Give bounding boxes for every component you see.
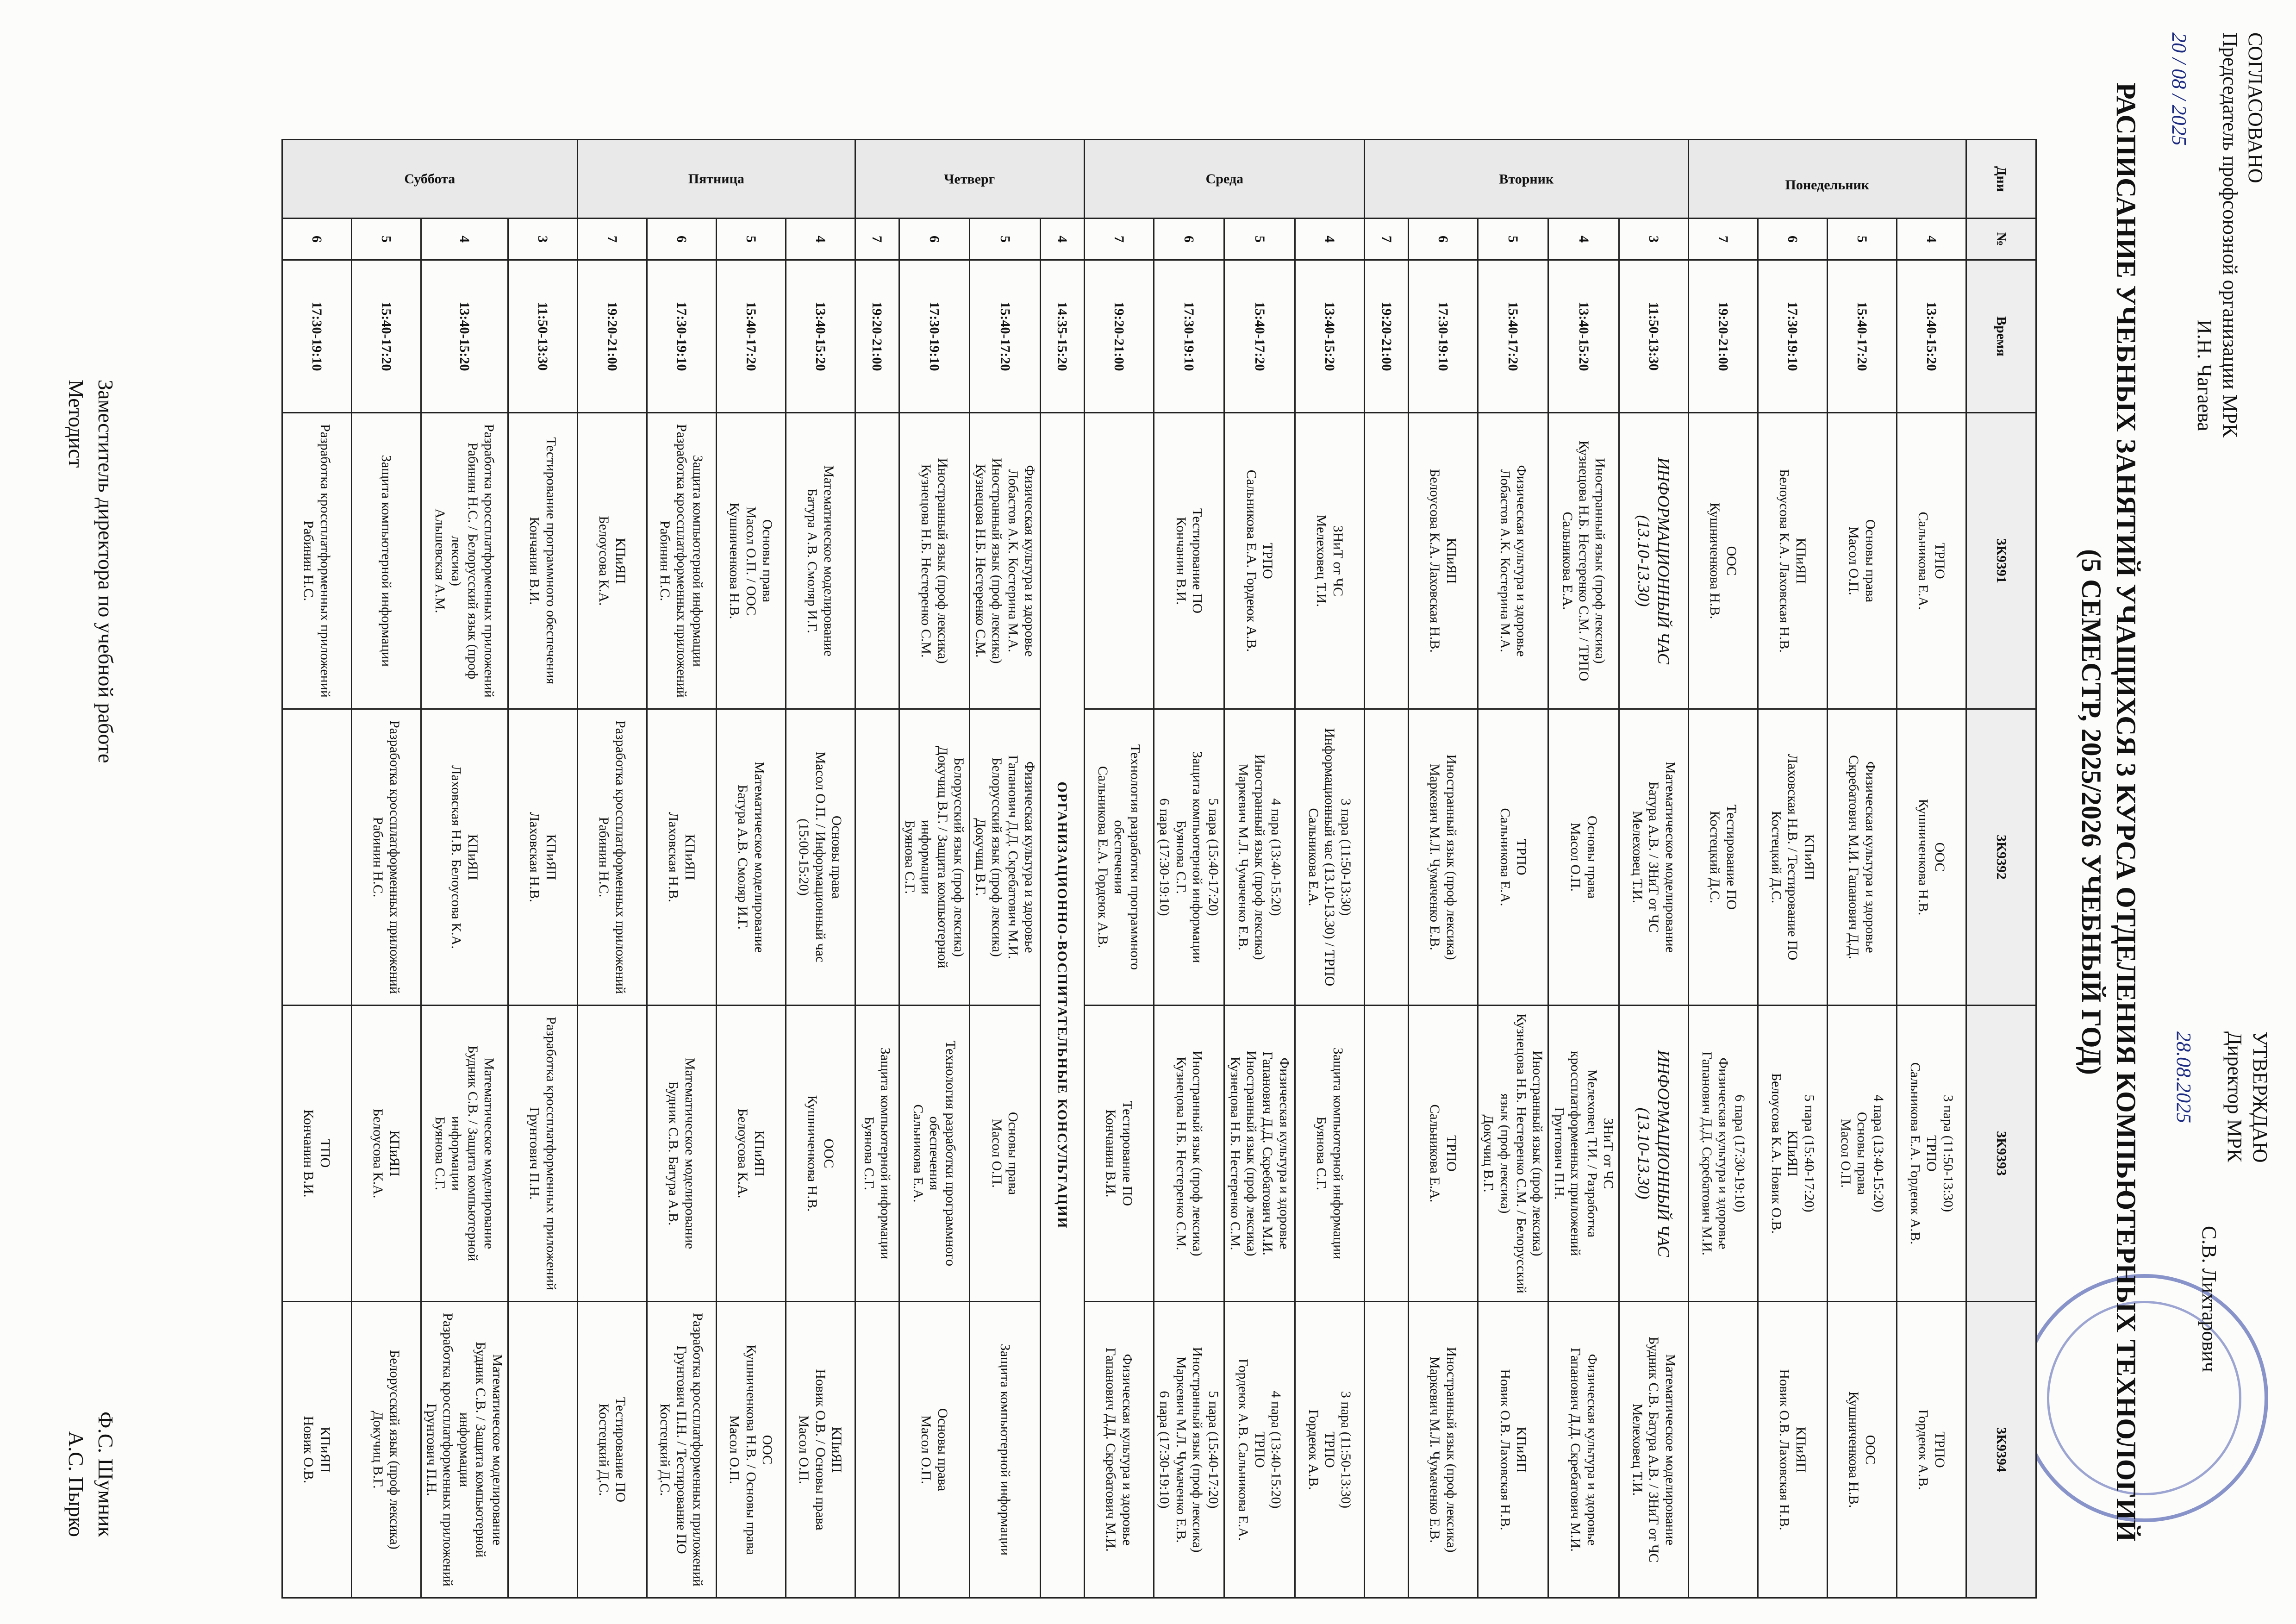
lesson-cell: Основы права Масол О.П. <box>1548 709 1619 1006</box>
table-row <box>1364 140 1408 1598</box>
table-row <box>1295 140 1364 1598</box>
lesson-number: 7 <box>855 219 899 260</box>
table-row <box>1758 140 1828 1598</box>
group-header: 3К9394 <box>1966 1302 2036 1598</box>
col-header-time: Время <box>1966 260 2036 413</box>
lesson-cell <box>1364 709 1408 1006</box>
table-row <box>855 140 899 1598</box>
lesson-cell <box>1364 1006 1408 1302</box>
lesson-time: 17:30-19:10 <box>1154 260 1224 413</box>
table-row <box>1548 140 1619 1598</box>
lesson-cell: Тестирование программного обеспечения Кончанин В.И. <box>508 413 577 709</box>
lesson-cell: КПиЯП Белоусова К.А. Лаховская Н.В. <box>1408 413 1478 709</box>
lesson-time: 19:20-21:00 <box>1364 260 1408 413</box>
lesson-number: 4 <box>1897 219 1966 260</box>
lesson-time: 15:40-17:20 <box>970 260 1041 413</box>
lesson-cell: ТПО Кончанин В.И. <box>282 1006 351 1302</box>
lesson-cell: Основы права Масол О.П. <box>1828 413 1897 709</box>
lesson-time: 19:20-21:00 <box>855 260 899 413</box>
lesson-cell: 4 пара (13:40-15:20) Иностранный язык (проф лексика) Маркевич М.Л. Чумаченко Е.В. <box>1224 709 1295 1006</box>
lesson-cell: 6 пара (17:30-19:10) Физическая культура и здоровье Гапанович Д.Д. Скребатович М.И. <box>1689 1006 1758 1302</box>
lesson-time: 15:40-17:20 <box>351 260 421 413</box>
lesson-cell: Белорусский язык (проф лексика) Докучиц В.Г. <box>351 1302 421 1598</box>
table-row <box>1224 140 1295 1598</box>
lesson-cell: ТРПО Гордеюк А.В. <box>1897 1302 1966 1598</box>
lesson-time: 13:40-15:20 <box>1295 260 1364 413</box>
lesson-cell: Иностранный язык (проф лексика) Кузнецова Н.Б. Нестеренко С.М. / Белорусский язык (проф лексика) Докучиц В.Г. <box>1478 1006 1548 1302</box>
day-label: Суббота <box>282 140 577 219</box>
lesson-time: 17:30-19:10 <box>647 260 716 413</box>
table-row <box>716 140 786 1598</box>
signatures <box>61 380 120 1537</box>
lesson-number: 4 <box>1040 219 1084 260</box>
approval-right-date: 28.08.2025 <box>2172 1031 2195 1123</box>
lesson-time: 15:40-17:20 <box>1478 260 1548 413</box>
lesson-number: 4 <box>1548 219 1619 260</box>
approval-right-line1: УТВЕРЖДАЮ <box>2249 1031 2271 1163</box>
signature-role-1: Заместитель директора по учебной работе <box>94 380 118 763</box>
lesson-number: 4 <box>786 219 855 260</box>
day-label: Понедельник <box>1689 140 1966 219</box>
lesson-cell: Иностранный язык (проф лексика) Кузнецова Н.Б. Нестеренко С.М. <box>1154 1006 1224 1302</box>
day-label: Вторник <box>1364 140 1688 219</box>
lesson-time: 19:20-21:00 <box>577 260 647 413</box>
lesson-time: 15:40-17:20 <box>716 260 786 413</box>
lesson-cell: КПиЯП Лаховская Н.В. <box>508 709 577 1006</box>
lesson-cell: 4 пара (13:40-15:20) ТРПО Гордеюк А.В. Сальникова Е.А. <box>1224 1302 1295 1598</box>
lesson-cell: 5 пара (15:40-17:20) Защита компьютерной информации Буянова С.Г. 6 пара (17:30-19:10) <box>1154 709 1224 1006</box>
lesson-cell: Технология разработки программного обеспечения Сальникова Е.А. <box>899 1006 970 1302</box>
col-header-num: № <box>1966 219 2036 260</box>
table-row <box>351 140 421 1598</box>
table-row <box>1154 140 1224 1598</box>
lesson-cell <box>1689 1302 1758 1598</box>
signature-name-1: Ф.С. Шумник <box>94 1411 118 1537</box>
table-row <box>1689 140 1758 1598</box>
timetable <box>281 139 2037 1599</box>
lesson-cell: Физическая культура и здоровье Гапанович Д.Д. Скребатович М.И. Белорусский язык (проф лексика) Докучиц В.Г. <box>970 709 1041 1006</box>
lesson-cell: ООС Кушниченкова Н.В. <box>1897 709 1966 1006</box>
lesson-cell: Основы права Масол О.П. / ООС Кушниченкова Н.В. <box>716 413 786 709</box>
lesson-cell: Разработка кроссплатформенных приложений Рабинин Н.С. <box>577 709 647 1006</box>
lesson-cell: Математическое моделирование Будник С.В. Батура А.В. <box>647 1006 716 1302</box>
lesson-number: 5 <box>1478 219 1548 260</box>
lesson-time: 17:30-19:10 <box>899 260 970 413</box>
lesson-cell: 4 пара (13:40-15:20) Основы права Масол О.П. <box>1828 1006 1897 1302</box>
lesson-cell: ИНФОРМАЦИОННЫЙ ЧАС (13.10-13.30) <box>1619 413 1689 709</box>
lesson-cell: Физическая культура и здоровье Скребатович М.И. Гапанович Д.Д. <box>1828 709 1897 1006</box>
lesson-cell: Основы права Масол О.П. <box>970 1006 1041 1302</box>
signature-role-2: Методист <box>64 380 88 468</box>
table-row <box>1619 140 1689 1598</box>
lesson-cell: ТРПО Сальникова Е.А. Гордеюк А.В. <box>1224 413 1295 709</box>
lesson-number: 6 <box>647 219 716 260</box>
lesson-cell: КПиЯП Белоусова К.А. <box>351 1006 421 1302</box>
lesson-cell: Тестирование ПО Кончанин В.И. <box>1154 413 1224 709</box>
lesson-number: 6 <box>282 219 351 260</box>
table-row <box>1828 140 1897 1598</box>
lesson-cell: Математическое моделирование Батура А.В. Смоляр И.Г. <box>786 413 855 709</box>
lesson-cell: Иностранный язык (проф лексика) Маркевич М.Л. Чумаченко Е.В. <box>1408 1302 1478 1598</box>
lesson-number: 7 <box>577 219 647 260</box>
table-row <box>1040 140 1084 1598</box>
lesson-time: 15:40-17:20 <box>1224 260 1295 413</box>
lesson-cell: ООС Кушниченкова Н.В. <box>786 1006 855 1302</box>
lesson-time: 19:20-21:00 <box>1689 260 1758 413</box>
table-row <box>577 140 647 1598</box>
lesson-cell: ТРПО Сальникова Е.А. <box>1408 1006 1478 1302</box>
approval-right-line3: С.В. Лихтарович <box>2198 1226 2221 1372</box>
lesson-cell: КПиЯП Белоусова К.А. <box>577 413 647 709</box>
lesson-cell: Защита компьютерной информации Разработка кроссплатформенных приложений Рабинин Н.С. <box>647 413 716 709</box>
lesson-cell: 5 пара (15:40-17:20) КПиЯП Белоусова К.А. Новик О.В. <box>1758 1006 1828 1302</box>
lesson-cell: Иностранный язык (проф лексика) Кузнецова Н.Б. Нестеренко С.М. / ТРПО Сальникова Е.А. <box>1548 413 1619 709</box>
lesson-number: 6 <box>1408 219 1478 260</box>
lesson-cell: ООС Кушниченкова Н.В. <box>1828 1302 1897 1598</box>
lesson-cell: КПиЯП Белоусова К.А. Лаховская Н.В. <box>1758 413 1828 709</box>
lesson-cell: ТРПО Сальникова Е.А. <box>1478 709 1548 1006</box>
lesson-cell: Основы права Масол О.П. / Информационный час (15:00-15:20) <box>786 709 855 1006</box>
lesson-cell: КПиЯП Новик О.В. Лаховская Н.В. <box>1758 1302 1828 1598</box>
table-row <box>282 140 351 1598</box>
lesson-cell: КПиЯП Лаховская Н.В. / Тестирование ПО Костецкий Д.С. <box>1758 709 1828 1006</box>
lesson-cell <box>1084 413 1154 709</box>
table-row <box>421 140 508 1598</box>
day-label: Среда <box>1084 140 1364 219</box>
group-header: 3К9392 <box>1966 709 2036 1006</box>
lesson-number: 4 <box>1295 219 1364 260</box>
lesson-cell: Тестирование ПО Костецкий Д.С. <box>1689 709 1758 1006</box>
lesson-time: 17:30-19:10 <box>1758 260 1828 413</box>
lesson-number: 5 <box>716 219 786 260</box>
lesson-cell: Математическое моделирование Батура А.В. / ЗНиТ от ЧС Мелеховец Т.И. <box>1619 709 1689 1006</box>
lesson-number: 5 <box>1828 219 1897 260</box>
group-header: 3К9391 <box>1966 413 2036 709</box>
timetable-body <box>282 140 1966 1598</box>
signature-name-2: А.С. Пырко <box>64 1431 88 1537</box>
lesson-cell: Разработка кроссплатформенных приложений Рабинин Н.С. / Белорусский язык (проф лексика) Альшевская А.М. <box>421 413 508 709</box>
lesson-number: 5 <box>970 219 1041 260</box>
lesson-cell: Физическая культура и здоровье Гапанович Д.Д. Скребатович М.И. <box>1084 1302 1154 1598</box>
lesson-cell <box>1364 413 1408 709</box>
lesson-time: 15:40-17:20 <box>1828 260 1897 413</box>
lesson-cell: Иностранный язык (проф лексика) Кузнецова Н.Б. Нестеренко С.М. <box>899 413 970 709</box>
lesson-cell: Тестирование ПО Костецкий Д.С. <box>577 1302 647 1598</box>
lesson-cell: 3 пара (11:50-13:30) ТРПО Гордеюк А.В. <box>1295 1302 1364 1598</box>
title-line2: (5 СЕМЕСТР, 2025/2026 УЧЕБНЫЙ ГОД) <box>2076 549 2107 1075</box>
lesson-number: 6 <box>1154 219 1224 260</box>
lesson-time: 13:40-15:20 <box>786 260 855 413</box>
lesson-cell: КПиЯП Лаховская Н.В. <box>647 709 716 1006</box>
lesson-cell: Физическая культура и здоровье Гапанович Д.Д. Скребатович М.И. <box>1548 1302 1619 1598</box>
lesson-time: 13:40-15:20 <box>1548 260 1619 413</box>
lesson-cell: 3 пара (11:50-13:30) Информационный час (13.10-13.30) / ТРПО Сальникова Е.А. <box>1295 709 1364 1006</box>
lesson-cell: Разработка кроссплатформенных приложений Рабинин Н.С. <box>351 709 421 1006</box>
table-row <box>786 140 855 1598</box>
lesson-number: 4 <box>421 219 508 260</box>
lesson-number: 3 <box>1619 219 1689 260</box>
lesson-cell <box>577 1006 647 1302</box>
title-line1: РАСПИСАНИЕ УЧЕБНЫХ ЗАНЯТИЙ УЧАЩИХСЯ 3 КУРСА ОТДЕЛЕНИЯ КОМПЬЮТЕРНЫХ ТЕХНОЛОГИЙ <box>2111 82 2141 1542</box>
approval-right-line2: Директор МРК <box>2223 1031 2246 1162</box>
table-row <box>899 140 970 1598</box>
lesson-cell: 3 пара (11:50-13:30) ТРПО Сальникова Е.А. Гордеюк А.В. <box>1897 1006 1966 1302</box>
lesson-time: 17:30-19:10 <box>1408 260 1478 413</box>
lesson-cell: КПиЯП Лаховская Н.В. Белоусова К.А. <box>421 709 508 1006</box>
lesson-number: 5 <box>351 219 421 260</box>
lesson-cell: Разработка кроссплатформенных приложений Рабинин Н.С. <box>282 413 351 709</box>
lesson-cell: Разработка кроссплатформенных приложений Грунтович П.Н. / Тестирование ПО Костецкий Д.С. <box>647 1302 716 1598</box>
lesson-cell <box>1364 1302 1408 1598</box>
table-row <box>1897 140 1966 1598</box>
table-row <box>1084 140 1154 1598</box>
lesson-cell: Белорусский язык (проф лексика) Докучиц В.Г. / Защита компьютерной информации Буянова С.Г. <box>899 709 970 1006</box>
approval-right <box>2171 1031 2273 1587</box>
lesson-cell <box>282 709 351 1006</box>
lesson-cell <box>855 709 899 1006</box>
table-row <box>1408 140 1478 1598</box>
lesson-cell: ТРПО Сальникова Е.А. <box>1897 413 1966 709</box>
consultation-banner: ОРГАНИЗАЦИОННО-ВОСПИТАТЕЛЬНЫЕ КОНСУЛЬТАЦИИ <box>1040 413 1084 1598</box>
lesson-cell: Физическая культура и здоровье Гапанович Д.Д. Скребатович М.И. Иностранный язык (проф лексика) Кузнецова Н.Б. Нестеренко С.М. <box>1224 1006 1295 1302</box>
lesson-cell: Защита компьютерной информации Буянова С.Г. <box>1295 1006 1364 1302</box>
lesson-cell: Защита компьютерной информации <box>970 1302 1041 1598</box>
lesson-number: 7 <box>1364 219 1408 260</box>
lesson-cell: 5 пара (15:40-17:20) Иностранный язык (проф лексика) Маркевич М.Л. Чумаченко Е.В. 6 пара (17:30-19:10) <box>1154 1302 1224 1598</box>
table-row <box>970 140 1041 1598</box>
group-header: 3К9393 <box>1966 1006 2036 1302</box>
lesson-number: 6 <box>1758 219 1828 260</box>
lesson-time: 19:20-21:00 <box>1084 260 1154 413</box>
lesson-time: 11:50-13:30 <box>508 260 577 413</box>
lesson-time: 17:30-19:10 <box>282 260 351 413</box>
lesson-cell: Основы права Масол О.П. <box>899 1302 970 1598</box>
lesson-cell: ООС Кушниченкова Н.В. / Основы права Масол О.П. <box>716 1302 786 1598</box>
lesson-number: 6 <box>899 219 970 260</box>
table-row <box>1478 140 1548 1598</box>
approval-left-line3: И.Н. Чагаева <box>2193 319 2216 431</box>
lesson-time: 14:35-15:20 <box>1040 260 1084 413</box>
lesson-time: 11:50-13:30 <box>1619 260 1689 413</box>
approval-left-line1: СОГЛАСОВАНО <box>2244 32 2267 183</box>
lesson-cell <box>855 413 899 709</box>
lesson-cell: ООС Кушниченкова Н.В. <box>1689 413 1758 709</box>
lesson-cell: Математическое моделирование Будник С.В. / Защита компьютерной информации Разработка кроссплатформенных приложений Грунтович П.Н. <box>421 1302 508 1598</box>
lesson-time: 13:40-15:20 <box>1897 260 1966 413</box>
lesson-number: 7 <box>1084 219 1154 260</box>
lesson-number: 3 <box>508 219 577 260</box>
lesson-cell: Физическая культура и здоровье Лобастов А.К. Костерина М.А. Иностранный язык (проф лексика) Кузнецова Н.Б. Нестеренко С.М. <box>970 413 1041 709</box>
lesson-cell: Математическое моделирование Будник С.В. Батура А.В. / ЗНиТ от ЧС Мелеховец Т.И. <box>1619 1302 1689 1598</box>
lesson-cell: Разработка кроссплатформенных приложений Грунтович П.Н. <box>508 1006 577 1302</box>
lesson-cell: КПиЯП Новик О.В. / Основы права Масол О.П. <box>786 1302 855 1598</box>
lesson-cell: Технология разработки программного обеспечения Сальникова Е.А. Гордеюк А.В. <box>1084 709 1154 1006</box>
lesson-cell: Тестирование ПО Кончанин В.И. <box>1084 1006 1154 1302</box>
lesson-cell: ЗНиТ от ЧС Мелеховец Т.И. / Разработка кроссплатформенных приложений Грунтович П.Н. <box>1548 1006 1619 1302</box>
lesson-cell: КПиЯП Новик О.В. Лаховская Н.В. <box>1478 1302 1548 1598</box>
timetable-title <box>2074 0 2143 1624</box>
table-row <box>647 140 716 1598</box>
lesson-cell: Физическая культура и здоровье Лобастов А.К. Костерина М.А. <box>1478 413 1548 709</box>
lesson-cell <box>508 1302 577 1598</box>
table-row <box>508 140 577 1598</box>
lesson-time: 13:40-15:20 <box>421 260 508 413</box>
lesson-number: 7 <box>1689 219 1758 260</box>
lesson-cell: Защита компьютерной информации Буянова С.Г. <box>855 1006 899 1302</box>
lesson-cell: Иностранный язык (проф лексика) Маркевич М.Л. Чумаченко Е.В. <box>1408 709 1478 1006</box>
approval-left-line2: Председатель профсоюзной организации МРК <box>2219 32 2241 437</box>
lesson-cell: КПиЯП Белоусова К.А. <box>716 1006 786 1302</box>
approval-left <box>2159 32 2268 681</box>
lesson-cell: Математическое моделирование Батура А.В. Смоляр И.Г. <box>716 709 786 1006</box>
day-label: Пятница <box>577 140 855 219</box>
lesson-cell: ИНФОРМАЦИОННЫЙ ЧАС (13.10-13.30) <box>1619 1006 1689 1302</box>
lesson-number: 5 <box>1224 219 1295 260</box>
col-header-day: Дни <box>1966 140 2036 219</box>
day-label: Четверг <box>855 140 1084 219</box>
approval-left-date: 20 / 08 / 2025 <box>2168 32 2190 146</box>
lesson-cell <box>855 1302 899 1598</box>
lesson-cell: КПиЯП Новик О.В. <box>282 1302 351 1598</box>
lesson-cell: Защита компьютерной информации <box>351 413 421 709</box>
lesson-cell: ЗНиТ от ЧС Мелеховец Т.И. <box>1295 413 1364 709</box>
lesson-cell: Математическое моделирование Будник С.В. / Защита компьютерной информации Буянова С.Г. <box>421 1006 508 1302</box>
